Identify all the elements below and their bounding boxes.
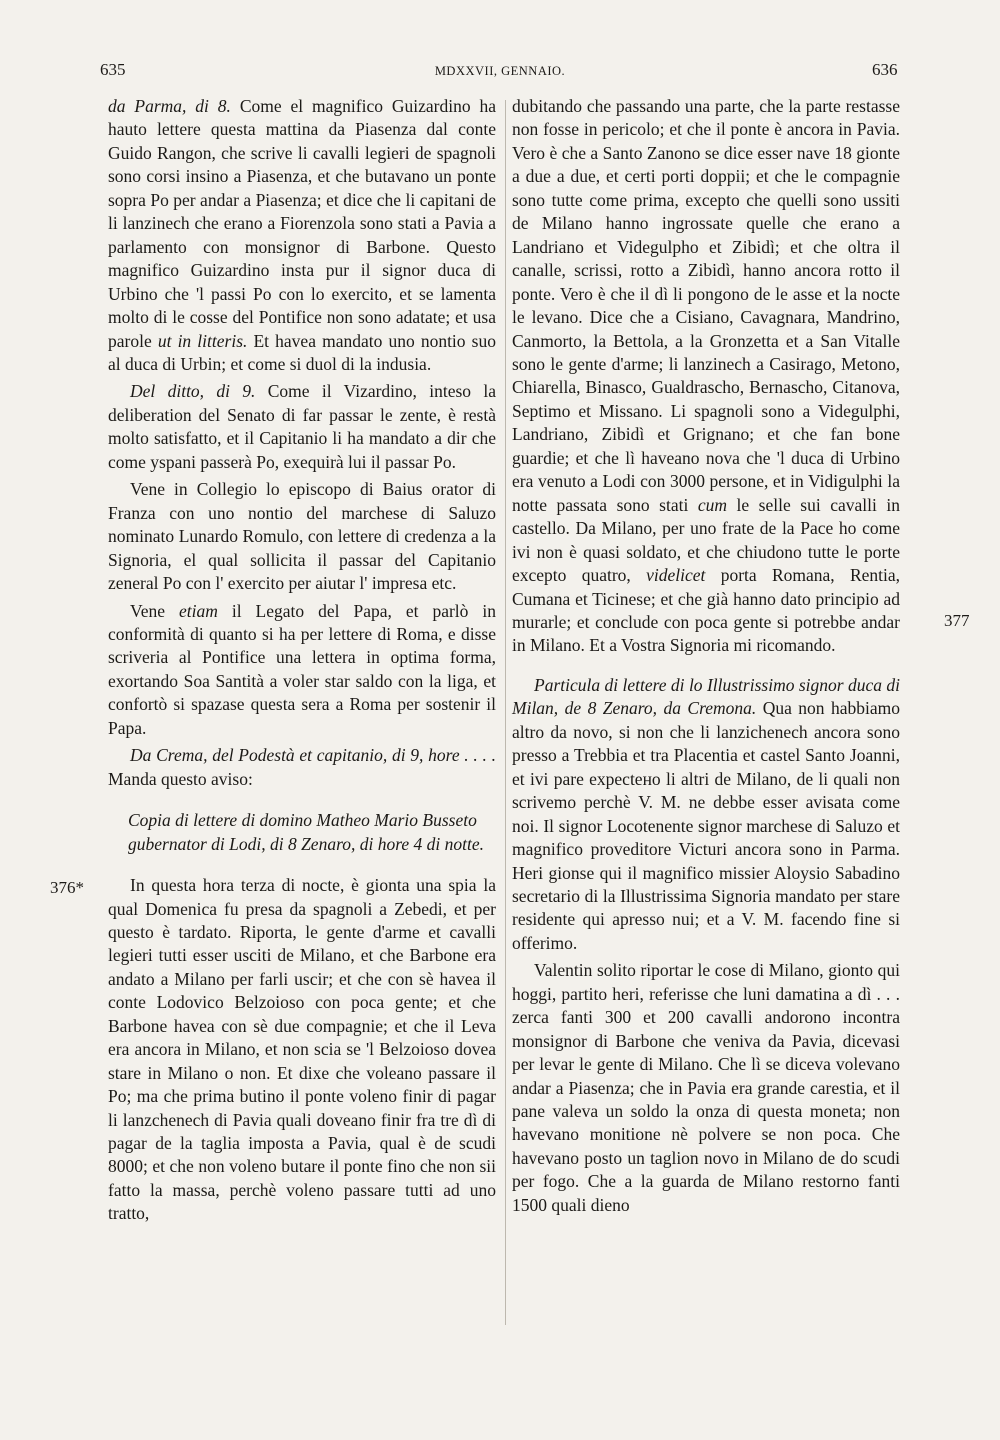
margin-number-right: 377 <box>944 611 970 630</box>
left-column <box>108 95 496 1230</box>
page-number-left: 635 <box>100 60 126 79</box>
letter-title: Particula di lettere di lo Illustrissimo signor duca di Milan, de 8 Zenaro, da Cremona. <box>512 674 900 719</box>
paragraph: dubitando che passando una parte, che la parte restasse non fosse in pericolo; et che il ponte è ancora in Pavia. Vero è che a Santo Zanono se dice esser nave 18 gionte a due a due, et certi porti doppii; et che le compagnie sono tutte come prima, excepto che quelli sono ussiti de Milano hanno ingrossate quelle che erano a Landriano et Videgulpho et Zibidì; et che oltra il canalle, scrissi, rotto a Zibidì, hanno ancora rotto il ponte. Vero è che il dì li pongono de le asse et la nocte le levano. Dice che a Cisiano, Cavagnara, Mandrino, Canmorto, la Bettola, a la Gronzetta et a San Vitalle sono le gente d'arme; li lanzinech a Casirago, Metono, Chiarella, Binasco, Gualdrascho, Bernascho, Citanova, Septimo et Missano. Li spagnoli sono a Videgulphi, Landriano, Zibidì et Grignano; et che fan bone guardie; et che lì haveano nova che 'l duca di Urbino era venuto a Lodi con 3000 persone, et in Vidigulphi la notte passata sono stati cum le selle sui cavalli in castello. Da Milano, per uno frate de la Pace ho come ivi non è quasi soldato, et che chiudono tutte le porte excepto quatro, videlicet porta Romana, Rentia, Cumana et Ticinese; et che già hanno dato principio ad murarle; et conclude con poca gente si potrebbe andar in Milano. Et a Vostra Signoria mi ricomando. <box>512 96 900 656</box>
dateline: Da Crema, del Podestà et capitanio, di 9, hore . . . . <box>130 745 496 766</box>
page-number-right: 636 <box>872 60 898 79</box>
paragraph: Vene in Collegio lo episcopo di Baius orator di Franza con uno nontio del marchese di Saluzo nominato Lunardo Romulo, con lettere di credenza a la Signoria, el qual sollicita il passar del Capitanio zeneral Po con l' exercito per aiutar l' impresa etc. <box>108 479 496 594</box>
paragraph: Valentin solito riportar le cose di Milano, gionto qui hoggi, partito heri, referisse che luni damatina a dì . . . zerca fanti 300 et 200 cavalli andorono incontra monsignor di Barbone che veniva da Pavia, dicevasi per levar le gente di Milano. Che lì se diceva volevano andar a Piasenza; che in Pavia era grande carestia, et il pane valeva un soldo la onza di questa moneta; non havevano monitione nè polvere se non poca. Che havevano posto un taglion novo in Milano de do scudi per fogo. Che a la guarda de Milano restorno fanti 1500 quali dieno <box>512 960 900 1215</box>
paragraph: Vene etiam il Legato del Papa, et parlò in conformità di quanto si ha per lettere di Roma, e disse scriveria al Pontifice una lettera in optima forma, exortando Soa Santità a voler star saldo con la liga, et confortò si spazase questa sera a Roma per sostenir il Papa. <box>108 600 497 738</box>
dateline: Del ditto, di 9. <box>130 381 256 402</box>
running-title: MDXXVII, GENNAIO. <box>434 64 566 78</box>
dateline: da Parma, di 8. <box>108 96 231 116</box>
paragraph: da Parma, di 8. Come el magnifico Guizardino ha hauto lettere questa mattina da Piasenza dal conte Guido Rangon, che scrive li cavalli legieri de spagnoli sono corsi insino a Piasenza, et che butavano un ponte sopra Po per andar a Piasenza; et dice che li capitani de li lanzinech che erano a Fiorenzola sono stati a Pavia a parlamento con monsignor di Barbone. Questo magnifico Guizardino insta pur il signor duca di Urbino che 'l passi Po con lo exercito, et se lamenta molto di le cosse del Pontifice non sono adatate; et usa parole ut in litteris. Et havea mandato uno nontio suo al duca di Urbin; et come si duol di la indusia. <box>108 96 496 374</box>
paragraph: In questa hora terza di nocte, è gionta una spia la qual Domenica fu presa da spagnoli a Zebedi, et per questo è tardato. Riporta, le gente d'arme et cavalli legieri tutti esser usciti de Milano, et che Barbone era andato a Milano per farli uscir; et che con sè havea il conte Lodovico Belzoioso con poca gente; et che Barbone havea con sè due compagnie; et che il Leva era ancora in Milano, et non scia se 'l Belzoioso dovea stare in Milano o non. Et dixe che voleano passare il Po; ma che prima butino il ponte voleno finir di pagar li lanzchenech di Pavia quali doveano finir fra tre dì di pagar de la taglia imposta a Pavia, qual è de scudi 8000; et che non voleno butare il ponte fino che non sii fatto la massa, perchè voleno passare tutti ad uno tratto, <box>108 875 496 1224</box>
column-divider <box>505 100 506 1325</box>
margin-number-left: 376* <box>50 878 84 897</box>
paragraph: Da Crema, del Podestà et capitanio, di 9, hore . . . . Manda questo aviso: <box>108 745 496 789</box>
paragraph: Particula di lettere di lo Illustrissimo signor duca di Milan, de 8 Zenaro, da Cremona. Qua non habbiamo altro da novo, si non che li lanzichenech ancora sono presso a Trebbia et tra Placentia et castel Santo Joanni, et ivi pare expectено li altri de Milano, de li quali non scrivemo perchè V. M. ne debbe esser avisata come noi. Il signor Locotenente signor marchese di Saluzo et magnifico proveditore Victuri ancora sono in Parma. Heri gionse qui il magnifico missier Aloysio Sabadino secretario di la Illustrissima Signoria mandato per stare residente qui apresso nui; et a V. M. facendo fine si offerimo. <box>512 674 901 953</box>
paragraph: Del ditto, di 9. Come il Vizardino, inteso la deliberation del Senato di far passar le zente, è restà molto satisfatto, et il Capitanio li ha mandato a dir che come yspani passerà Po, exequirà lui il passar Po. <box>108 381 496 472</box>
section-heading: Copia di lettere di domino Matheo Mario Busseto gubernator di Lodi, di 8 Zenaro, di hore 4 di notte. <box>128 810 484 854</box>
right-column <box>512 95 900 1221</box>
